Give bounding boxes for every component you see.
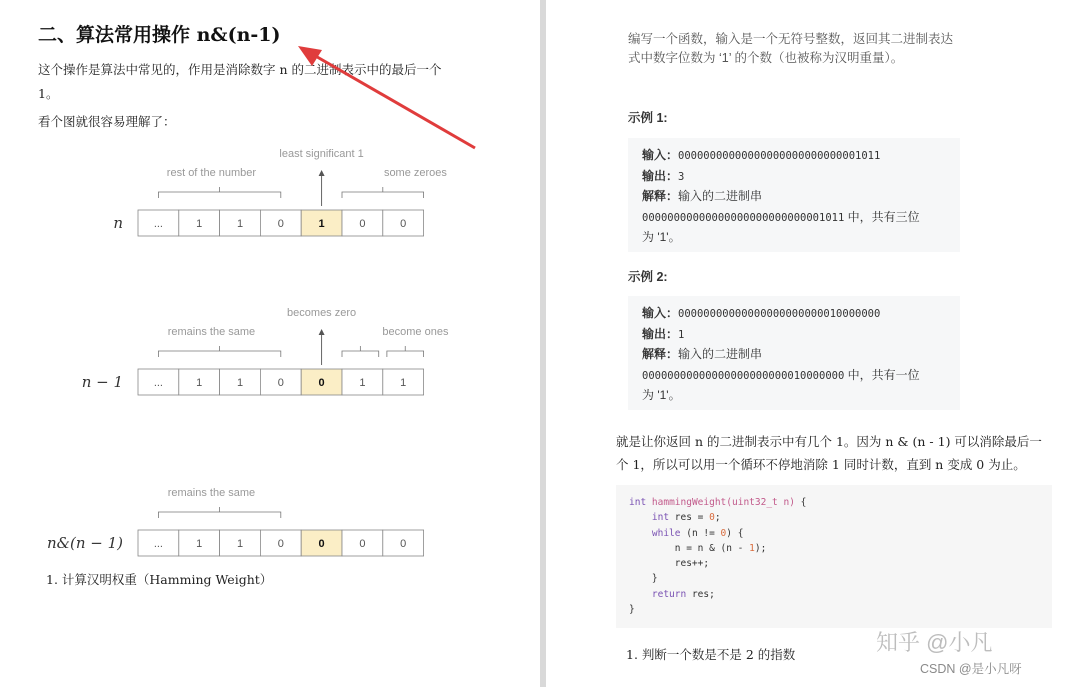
intro-line-2: 1。 <box>38 86 59 101</box>
explanation-line-1: 就是让你返回 n 的二进制表示中有几个 1。因为 n & (n - 1) 可以消除最后一 <box>616 434 1042 449</box>
ex2-output-value: 1 <box>678 328 685 341</box>
example-2-title: 示例 2: <box>628 270 668 284</box>
bit-value-1-6: 1 <box>400 377 407 389</box>
brace-left-1 <box>158 346 280 357</box>
ex2-explain-tail: 中，共有一位 <box>844 367 920 382</box>
bit-value-2-3: 0 <box>277 538 284 550</box>
ex1-explain-label: 解释： <box>642 189 679 203</box>
bit-value-2-5: 0 <box>359 538 366 550</box>
bit-value-0-3: 0 <box>277 218 284 230</box>
bit-value-1-2: 1 <box>236 377 244 389</box>
ex1-explain-tail: 中，共有三位 <box>844 209 920 224</box>
section-title: 二、算法常用操作 n&(n-1) <box>38 24 281 46</box>
ex1-explain-text: 输入的二进制串 <box>678 189 763 203</box>
bit-value-0-2: 1 <box>236 218 244 230</box>
brace-right-b-1 <box>387 346 424 357</box>
bit-value-0-5: 0 <box>359 218 366 230</box>
bit-value-0-1: 1 <box>196 218 203 230</box>
pointer-head-1 <box>319 329 325 335</box>
ex2-input-value: 00000000000000000000000010000000 <box>678 308 881 320</box>
ex2-output-label: 输出： <box>642 326 679 341</box>
bit-value-0-6: 0 <box>400 218 407 230</box>
annotation-top-1: becomes zero <box>287 307 357 319</box>
annotation-right-0: some zeroes <box>383 167 447 179</box>
problem-statement <box>628 30 953 68</box>
bit-value-1-4: 0 <box>318 377 325 389</box>
list-item-hamming: 1. 计算汉明权重（Hamming Weight） <box>46 572 273 587</box>
brace-right-a-1 <box>342 346 379 357</box>
red-pointer-arrow <box>0 0 540 200</box>
ex1-input-label: 输入： <box>642 148 679 162</box>
example-1-title: 示例 1: <box>628 111 668 125</box>
ex2-explain-line3: 为 '1'。 <box>642 388 681 402</box>
zhihu-watermark: 知乎 @小凡 <box>876 630 993 655</box>
row-label-1: n − 1 <box>81 373 123 391</box>
bit-value-1-3: 0 <box>277 377 284 389</box>
bit-value-1-1: 1 <box>196 377 203 389</box>
annotation-top-0: least significant 1 <box>279 148 364 160</box>
annotation-left-0: rest of the number <box>166 167 257 179</box>
bit-value-0-4: 1 <box>318 218 325 230</box>
intro-line-1: 这个操作是算法中常见的，作用是消除数字 n 的二进制表示中的最后一个 <box>38 62 442 77</box>
ex1-output-label: 输出： <box>642 168 679 183</box>
problem-line-1: 编写一个函数，输入是一个无符号整数，返回其二进制表达 <box>628 32 954 46</box>
annotation-left-2: remains the same <box>167 487 256 499</box>
right-page <box>546 0 1084 687</box>
row-label-0: n <box>113 214 123 232</box>
bit-value-2-4: 0 <box>318 538 325 550</box>
bit-value-2-6: 0 <box>400 538 407 550</box>
ex1-explain-line3: 为 '1'。 <box>642 230 681 244</box>
bit-value-2-1: 1 <box>196 538 203 550</box>
explanation-line-2: 个 1，所以可以用一个循环不停地消除 1 同时计数，直到 n 变成 0 为止。 <box>616 457 1026 472</box>
left-page <box>0 0 540 687</box>
ex1-input-value: 00000000000000000000000000001011 <box>678 150 881 162</box>
bit-value-1-0: ... <box>153 377 163 389</box>
ex2-input-label: 输入： <box>642 306 679 320</box>
ex2-explain-code: 00000000000000000000000010000000 <box>642 369 845 382</box>
brace-left-2 <box>158 507 280 518</box>
diagram-lead: 看个图就很容易理解了： <box>38 114 176 129</box>
ex2-explain-label: 解释： <box>642 347 679 361</box>
code-block: int hammingWeight(uint32_t n) { int res = 0; while (n != 0) { n = n & (n - 1); res++; } return res; } <box>616 485 1052 628</box>
ex1-output-value: 3 <box>678 170 685 183</box>
explanation-paragraph <box>616 430 1042 476</box>
bit-value-0-0: ... <box>153 218 163 230</box>
problem-line-2: 式中数字位数为 ‘1’ 的个数（也被称为汉明重量）。 <box>628 51 904 65</box>
bit-value-1-5: 1 <box>359 377 366 389</box>
annotation-right-1: become ones <box>382 326 449 338</box>
row-label-2: n&(n − 1) <box>46 534 123 552</box>
ex2-explain-text: 输入的二进制串 <box>678 347 763 361</box>
ex1-explain-code: 00000000000000000000000000001011 <box>642 211 845 224</box>
example-1-box <box>628 138 960 252</box>
bit-value-2-2: 1 <box>236 538 244 550</box>
example-2-box <box>628 296 960 410</box>
bit-value-2-0: ... <box>153 538 163 550</box>
csdn-watermark: CSDN @是小凡呀 <box>920 662 1022 676</box>
annotation-left-1: remains the same <box>167 326 256 338</box>
list-item-power-of-two: 1. 判断一个数是不是 2 的指数 <box>626 647 796 662</box>
